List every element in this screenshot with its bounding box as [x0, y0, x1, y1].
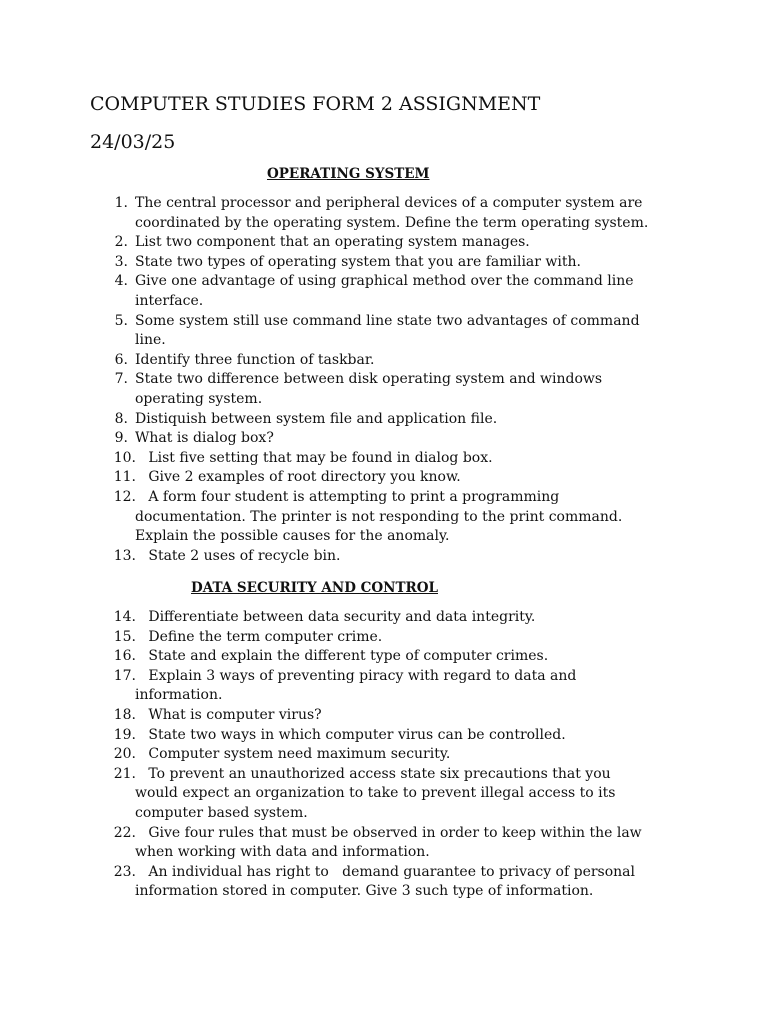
question-text-line: when working with data and information.	[135, 844, 430, 861]
question-text-line: interface.	[135, 292, 204, 309]
document-title: COMPUTER STUDIES FORM 2 ASSIGNMENT	[90, 93, 541, 115]
question-number: 6.	[114, 351, 128, 368]
question-list-data-security	[0, 608, 768, 902]
question-item	[0, 429, 768, 449]
question-item	[0, 272, 768, 311]
question-text-line: Computer system need maximum security.	[135, 746, 451, 763]
question-text-line: A form four student is attempting to print a programming	[135, 488, 560, 505]
question-text-line: Explain the possible causes for the anomaly.	[135, 528, 450, 545]
question-text-line: operating system.	[135, 390, 263, 407]
question-number: 11.	[113, 469, 136, 486]
question-number: 5.	[114, 312, 128, 329]
question-text-line: Differentiate between data security and data integrity.	[135, 609, 536, 625]
question-item	[0, 253, 768, 273]
question-text-line: Give four rules that must be observed in order to keep within the law	[135, 824, 642, 841]
question-number: 9.	[114, 430, 128, 447]
question-number: 19.	[113, 726, 136, 743]
question-text-line: What is computer virus?	[135, 706, 322, 723]
question-number: 1.	[114, 195, 128, 211]
question-number: 21.	[113, 765, 136, 782]
question-item	[0, 351, 768, 371]
question-text-line: To prevent an unauthorized access state six precautions that you	[135, 765, 611, 782]
question-number: 23.	[113, 863, 136, 880]
question-text-line: What is dialog box?	[135, 430, 274, 447]
question-number: 8.	[114, 410, 128, 427]
question-item	[0, 608, 768, 628]
question-item	[0, 312, 768, 351]
question-text-line: State two difference between disk operating system and windows	[135, 371, 603, 388]
question-number: 18.	[113, 706, 136, 723]
question-text-line: Define the term computer crime.	[135, 628, 383, 645]
question-text-line: line.	[135, 332, 166, 349]
question-item	[0, 745, 768, 765]
question-number: 14.	[113, 609, 136, 625]
question-text-line: Distiquish between system file and application file.	[135, 410, 498, 427]
question-text-line: List two component that an operating system manages.	[135, 234, 530, 251]
question-item	[0, 488, 768, 547]
question-number: 13.	[113, 547, 136, 564]
question-text-line: State two types of operating system that you are familiar with.	[135, 253, 581, 270]
question-number: 3.	[114, 253, 128, 270]
question-text-line: Give one advantage of using graphical method over the command line	[135, 273, 634, 290]
question-text-line: List five setting that may be found in dialog box.	[135, 449, 493, 466]
question-item	[0, 824, 768, 863]
question-number: 10.	[113, 449, 136, 466]
question-text-line: Give 2 examples of root directory you know.	[135, 469, 461, 486]
question-text-line: coordinated by the operating system. Define the term operating system.	[135, 214, 649, 231]
question-text-line: would expect an organization to take to prevent illegal access to its	[135, 785, 616, 802]
question-number: 16.	[113, 648, 136, 665]
question-item	[0, 370, 768, 409]
question-item	[0, 233, 768, 253]
question-number: 22.	[113, 824, 136, 841]
question-item	[0, 647, 768, 667]
question-text-line: An individual has right to demand guarantee to privacy of personal	[135, 863, 636, 880]
question-text-line: State and explain the different type of computer crimes.	[135, 648, 549, 665]
question-item	[0, 547, 768, 567]
question-text-line: documentation. The printer is not responding to the print command.	[135, 508, 623, 525]
question-number: 17.	[113, 667, 136, 684]
section-heading-operating-system: OPERATING SYSTEM	[267, 166, 430, 182]
question-item	[0, 194, 768, 233]
question-item	[0, 410, 768, 430]
question-item	[0, 863, 768, 902]
question-number: 7.	[114, 371, 128, 388]
question-text-line: information.	[135, 687, 223, 704]
question-item	[0, 726, 768, 746]
section-heading-data-security: DATA SECURITY AND CONTROL	[191, 580, 438, 596]
question-item	[0, 706, 768, 726]
question-item	[0, 628, 768, 648]
question-text-line: computer based system.	[135, 804, 308, 821]
question-text-line: information stored in computer. Give 3 such type of information.	[135, 883, 594, 900]
question-list-operating-system	[0, 194, 768, 566]
question-item	[0, 667, 768, 706]
question-number: 4.	[114, 273, 128, 290]
question-item	[0, 449, 768, 469]
question-item	[0, 468, 768, 488]
question-text-line: State two ways in which computer virus can be controlled.	[135, 726, 566, 743]
question-text-line: State 2 uses of recycle bin.	[135, 547, 341, 564]
question-number: 2.	[114, 234, 128, 251]
document-date: 24/03/25	[90, 131, 176, 153]
question-text-line: The central processor and peripheral devices of a computer system are	[135, 195, 643, 211]
question-number: 20.	[113, 746, 136, 763]
question-text-line: Identify three function of taskbar.	[135, 351, 375, 368]
question-number: 15.	[113, 628, 136, 645]
question-text-line: Some system still use command line state two advantages of command	[135, 312, 640, 329]
question-text-line: Explain 3 ways of preventing piracy with regard to data and	[135, 667, 577, 684]
question-item	[0, 765, 768, 824]
question-number: 12.	[113, 488, 136, 505]
